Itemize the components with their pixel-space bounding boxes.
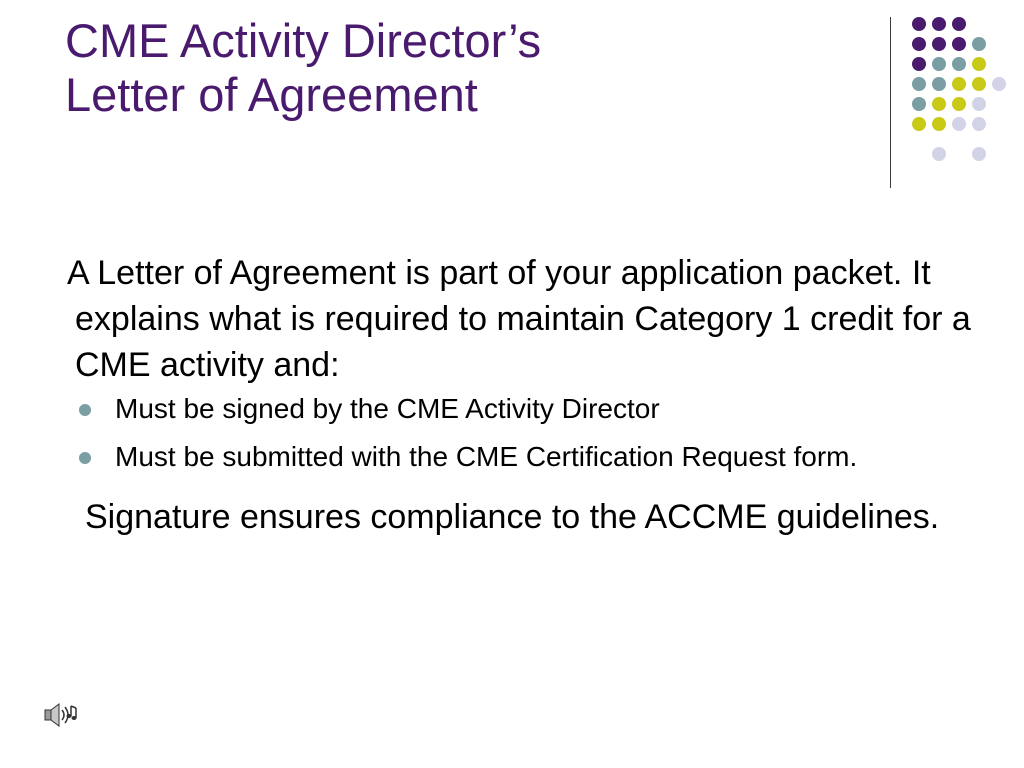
intro-paragraph: A Letter of Agreement is part of your application packet. It explains what is required to maintain Category 1 credit for a CME activity and: bbox=[67, 254, 971, 384]
dot bbox=[972, 57, 986, 71]
dot bbox=[912, 57, 926, 71]
dot bbox=[932, 147, 946, 161]
slide-title bbox=[65, 14, 865, 122]
dot bbox=[972, 117, 986, 131]
dot bbox=[912, 17, 926, 31]
dot bbox=[912, 97, 926, 111]
dot bbox=[972, 37, 986, 51]
dot bbox=[912, 77, 926, 91]
dot bbox=[932, 97, 946, 111]
dot bbox=[952, 77, 966, 91]
dot bbox=[952, 57, 966, 71]
dot bbox=[952, 97, 966, 111]
dot bbox=[932, 117, 946, 131]
dot bbox=[932, 77, 946, 91]
title-divider bbox=[890, 17, 891, 188]
dot bbox=[992, 77, 1006, 91]
bullet-text: Must be signed by the CME Activity Director bbox=[115, 393, 660, 424]
list-item bbox=[75, 438, 985, 476]
dot bbox=[932, 17, 946, 31]
dot bbox=[952, 117, 966, 131]
speaker-icon[interactable] bbox=[42, 700, 82, 730]
dot bbox=[952, 17, 966, 31]
closing-paragraph: Signature ensures compliance to the ACCME guidelines. bbox=[85, 498, 940, 536]
dot bbox=[972, 97, 986, 111]
dot bbox=[912, 117, 926, 131]
dot bbox=[932, 37, 946, 51]
bullet-dot bbox=[79, 452, 91, 464]
dot bbox=[952, 37, 966, 51]
slide-body bbox=[67, 250, 985, 540]
list-item bbox=[75, 390, 985, 428]
title-line-2: Letter of Agreement bbox=[65, 68, 478, 121]
bullet-text: Must be submitted with the CME Certification Request form. bbox=[115, 441, 858, 472]
dot bbox=[972, 77, 986, 91]
dot bbox=[932, 57, 946, 71]
requirement-list bbox=[75, 390, 985, 476]
dot bbox=[972, 147, 986, 161]
bullet-dot bbox=[79, 404, 91, 416]
speaker-icon-graphic bbox=[42, 700, 82, 730]
title-line-1: CME Activity Director’s bbox=[65, 14, 542, 67]
dot bbox=[912, 37, 926, 51]
decorative-dot-grid bbox=[900, 12, 1020, 172]
